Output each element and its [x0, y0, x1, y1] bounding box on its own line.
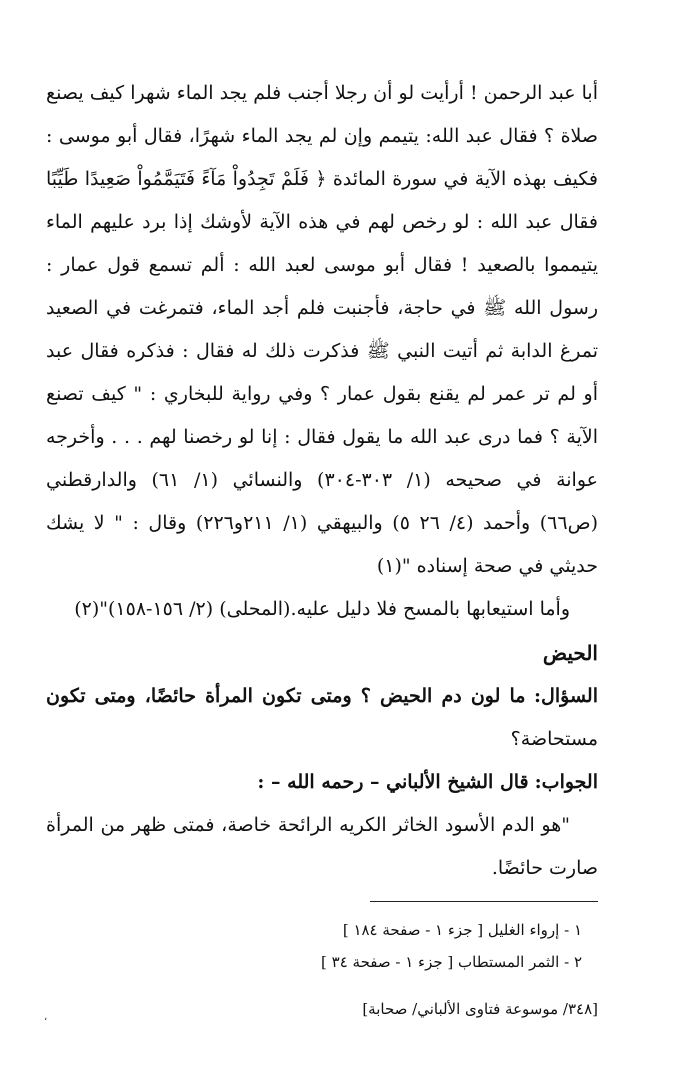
answer-line — [46, 761, 598, 804]
masah-line: وأما استيعابها بالمسح فلا دليل عليه.(المحلى) (٢/ ١٥٦-١٥٨)"(٢) — [74, 598, 570, 620]
main-text — [46, 72, 598, 890]
answer-label: الجواب: — [534, 771, 598, 793]
question-line-2: مستحاضة؟ — [510, 728, 598, 750]
body-line: رسول الله ﷺ في حاجة، فأجنبت فلم أجد الماء، فتمرغت في الصعيد — [46, 297, 598, 319]
body-line: تمرغ الدابة ثم أتيت النبي ﷺ فذكرت ذلك له فقال : فذكره فقال عبد — [46, 340, 598, 362]
footnote-item: ١ - إرواء الغليل [ جزء ١ - صفحة ١٨٤ ] — [342, 921, 582, 939]
footnotes — [182, 914, 582, 978]
quote-line: صارت حائضًا. — [491, 857, 598, 879]
body-line: (ص٦٦) وأحمد (٤/ ٢٦ ٥) والبيهقي (١/ ٢١١و٢٢٦) وقال : " لا يشك — [46, 512, 598, 534]
body-line: أبا عبد الرحمن ! أرأيت لو أن رجلا أجنب فلم يجد الماء شهرا كيف يصنع — [46, 82, 598, 104]
question-label: السؤال: — [534, 685, 598, 707]
body-line: يتيمموا بالصعيد ! فقال أبو موسى لعبد الله : ألم تسمع قول عمار : — [46, 254, 598, 276]
body-line: حديثي في صحة إسناده "(١) — [376, 555, 598, 577]
body-line: عوانة في صحيحه (١/ ٣٠٣-٣٠٤) والنسائي (١/ ٦١) والدارقطني — [46, 469, 598, 491]
page-footer: [٣٤٨/ موسوعة فتاوى الألباني/ صحابة] — [362, 1000, 598, 1018]
footnote-divider — [370, 901, 598, 902]
body-line: فكيف بهذه الآية في سورة المائدة ﴿ فَلَمْ تَجِدُواْ مَآءً فَتَيَمَّمُواْ صَعِيدًا طَيِّبًا — [46, 168, 598, 190]
body-line: صلاة ؟ فقال عبد الله: يتيمم وإن لم يجد الماء شهرًا، فقال أبو موسى : — [46, 125, 598, 147]
question-line-1 — [46, 675, 598, 718]
body-line: فقال عبد الله : لو رخص لهم في هذه الآية لأوشك إذا برد عليهم الماء — [46, 211, 598, 233]
body-line: الآية ؟ فما درى عبد الله ما يقول فقال : إنا لو رخصنا لهم . . . وأخرجه — [46, 426, 598, 448]
quote-line: "هو الدم الأسود الخاثر الكريه الرائحة خاصة، فمتى ظهر من المرأة — [46, 814, 570, 836]
corner-mark: ، — [44, 1012, 48, 1023]
section-heading: الحيض — [542, 641, 598, 665]
footnote-item: ٢ - الثمر المستطاب [ جزء ١ - صفحة ٣٤ ] — [321, 953, 582, 971]
body-line: أو لم تر عمر لم يقنع بقول عمار ؟ وفي رواية للبخاري : " كيف تصنع — [46, 383, 598, 405]
answer-text: قال الشيخ الألباني – رحمه الله – : — [257, 771, 529, 793]
question-text: ما لون دم الحيض ؟ ومتى تكون المرأة حائضًا، ومتى تكون — [46, 685, 526, 707]
